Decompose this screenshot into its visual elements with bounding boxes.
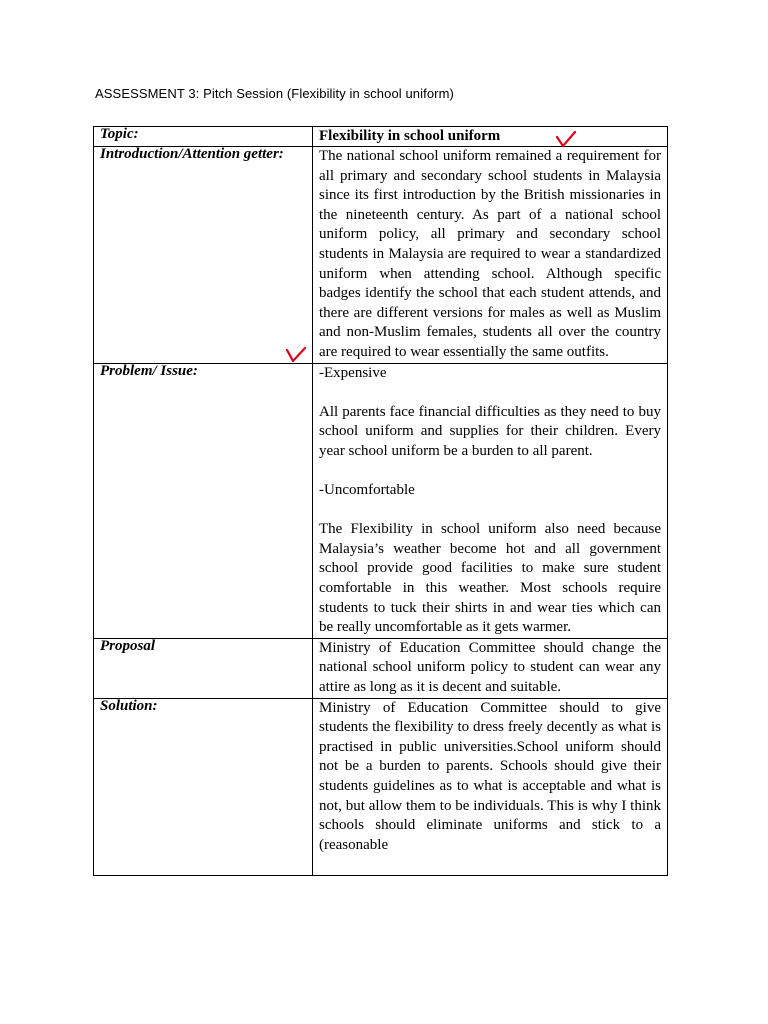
table-row-introduction	[94, 147, 668, 364]
introduction-paragraph: The national school uniform remained a requirement for all primary and secondary school students in Malaysia since its first introduction by the British missionaries in the nineteenth century. As part of a national school uniform policy, all primary and secondary school students in Malaysia are required to wear a standardized uniform when attending school. Although specific badges identify the school that each student attends, and there are different versions for males as well as Muslim and non-Muslim females, students all over the country are required to wear essentially the same outfits.	[319, 148, 661, 360]
problem-paragraph-uncomfortable: The Flexibility in school uniform also need because Malaysia’s weather become hot and all government school provide good facilities to make sure student comfortable in this weather. Most schools require students to tuck their shirts in and wear ties which can be really uncomfortable as it gets warmer.	[319, 521, 661, 636]
problem-heading-uncomfortable: -Uncomfortable	[319, 482, 415, 499]
row-label-solution: Solution:	[94, 698, 313, 875]
solution-content	[313, 698, 668, 875]
tick-mark-icon	[285, 346, 307, 364]
topic-text: Flexibility in school uniform	[319, 128, 501, 144]
row-label-topic: Topic:	[94, 127, 313, 147]
topic-value	[313, 127, 668, 147]
problem-paragraph-expensive: All parents face financial difficulties as they need to buy school uniform and supplies for their children. Every year school uniform be a burden to all parent.	[319, 403, 661, 459]
table-row-proposal	[94, 638, 668, 698]
proposal-paragraph: Ministry of Education Committee should change the national school uniform policy to student can wear any attire as long as it is decent and suitable.	[319, 639, 661, 696]
table-row-topic	[94, 127, 668, 147]
problem-content	[313, 363, 668, 638]
introduction-content	[313, 147, 668, 364]
solution-paragraph: Ministry of Education Committee should to give students the flexibility to dress freely decently as what is practised in public universities.School uniform should not be a burden to parents. Schools should give their students guidelines as to what is acceptable and what is not, but allow them to be individuals. This is why I think schools should eliminate uniforms and stick to a (reasonable	[319, 699, 661, 853]
tick-mark-icon	[555, 130, 577, 148]
row-label-problem: Problem/ Issue:	[94, 363, 313, 638]
pitch-table	[93, 126, 668, 876]
problem-heading-expensive: -Expensive	[319, 364, 387, 381]
row-label-introduction: Introduction/Attention getter:	[94, 147, 313, 364]
page-heading: ASSESSMENT 3: Pitch Session (Flexibility in school uniform)	[95, 86, 454, 101]
tick-stroke-topic	[557, 132, 575, 146]
proposal-content	[313, 638, 668, 698]
table-row-solution	[94, 698, 668, 875]
tick-stroke-introduction	[287, 348, 305, 361]
table-row-problem	[94, 363, 668, 638]
row-label-proposal: Proposal	[94, 638, 313, 698]
